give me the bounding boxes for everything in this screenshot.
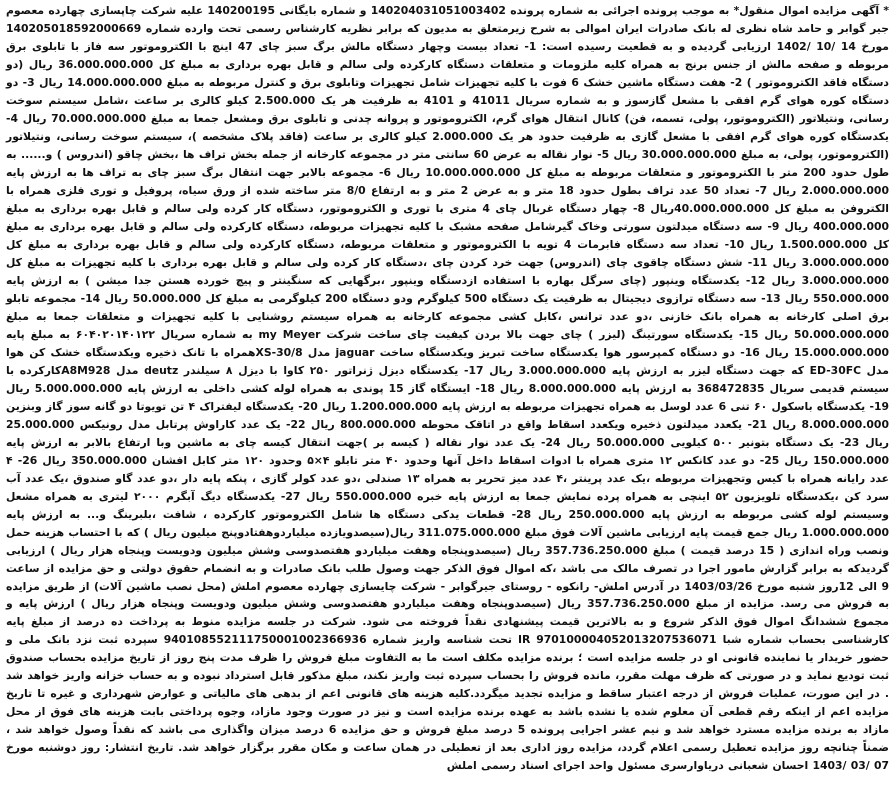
auction-notice-text: * آگهی مزایده اموال منقول* به موجب پرونده اجرائی به شماره پرونده 140204031051003402 و شماره بایگانی 140200195 علیه شرکت چاپسازی چهارده معصوم جیر گوابر و حامد شاه نظری له بانک صادرات ایران اموالی به شرح زیرمتعلق به مدیون که برابر نظریه کارشناس رسمی تحت وارده شماره 140205018592000669 مورخ 14 /10 /1402 ارزیابی گردیده و به قطعیت رسیده است: 1- تعداد بیست وچهار دستگاه مالش برگ سبز چای 47 اینچ با الکتروموتور سه فاز با تابلوی برق مربوطه و صفحه مالش از جنس برنج به همراه کلیه ملزومات و متعلقات دستگاه کارکرده ولی سالم و قابل بهره برداری به مبلغ کل 36.000.000.000 ریال (دو دستگاه فاقد الکتروموتور ) 2- هفت دستگاه ماشین خشک 6 فوت با کلیه تجهیزات شامل تجهیزات وتابلوی برق و کنترل مربوطه به مبلغ 14.000.000.000 ریال 3- دو دستگاه کوره هوای گرم افقی با مشعل گازسوز و به شماره سریال 41011 و 4101 به ظرفیت هر یک 2.500.000 کیلو کالری بر ساعت ،شامل سیستم سوخت رسانی، ونتیلاتور (الکتروموتور، پولی، تسمه، فن) کانال انتقال هوای گرم، الکتروموتور و پروانه چدنی و تابلوی برق ومشعل جمعا به مبلغ 70.000.000.000 ریال 4- یکدستگاه کوره هوای گرم افقی با مشعل گازی به ظرفیت حدود هر یک 2.000.000 کیلو کالری بر ساعت (فاقد پلاک مشخصه )، سیستم سوخت رسانی، ونتیلاتور (الکتروموتور، پولی، به مبلغ 30.000.000.000 ریال 5- نوار نقاله به عرض 60 سانتی متر در مجموعه کارخانه از جمله بخش تراف ها ،بخش چاقو (اندروس ) و...... به طول حدود 200 متر با الکتروموتور و متعلقات مربوطه به مبلغ کل 10.000.000.000 ریال 6- مجموعه بالابر جهت انتقال برگ سبز چای به تراف ها به ارزش پایه 2.000.000.000 ریال 7- تعداد 50 عدد تراف بطول حدود 18 متر و به عرض 2 متر و به ارتفاع 8/0 متر ساخته شده از ورق سیاه، پروفیل و توری فلزی همراه با الکتروفن به مبلغ کل 40.000.000.000ریال 8- چهار دستگاه غربال چای 4 متری با توری و الکتروموتور، دستگاه کار کرده ولی سالم و قابل بهره برداری به مبلغ 400.000.000 ریال 9- سه دستگاه میدلتون سورتی وخاک گیرشامل صفحه مشبک با کلیه تجهیزات مربوطه، دستگاه کارکرده ولی سالم و قابل بهره برداری به مبلغ کل 1.500.000.000 ریال 10- تعداد سه دستگاه فابرمات 4 تویه با الکتروموتور و متعلقات مربوطه، دستگاه کارکرده ولی سالم و قابل بهره برداری به مبلغ کل 3.000.000.000 ریال 11- شش دستگاه چاقوی چای (اندروس) جهت خرد کردن چای ،دستگاه کار کرده ولی سالم و قابل بهره برداری با کلیه تجهیزات به مبلغ کل 3.000.000.000 ریال 12- یکدستگاه وینپور (چای سرگل بهاره با استفاده ازدستگاه وینپور ،برگهایی که سنگینتر و پیچ خورده هستن جدا میشن ) به ارزش پایه 550.000.000 ریال 13- سه دستگاه ترازوی دیجیتال به ظرفیت یک دستگاه 500 کیلوگرم ودو دستگاه 200 کیلوگرمی به مبلغ کل 50.000.000 ریال 14- مجموعه تابلو برق اصلی کارخانه به همراه بانک خازنی ،دو عدد ترانس ،کابل کشی مجموعه کارخانه به همراه سیستم روشنایی با کلیه تجهیزات و متعلقات جمعا به مبلغ 50.000.000.000 ریال 15- یکدستگاه سورتینگ (لیزر ) چای جهت بالا بردن کیفیت چای ساخت شرکت my Meyer به شماره سریال ۶۰۴۰۲۰۱۴۰۱۲۲ به مبلغ پایه 15.000.000.000 ریال 16- دو دستگاه کمپرسور هوا یکدستگاه ساخت تبریز ویکدستگاه ساخت jaguar مدل XS-30/8همراه با تانک ذخیره ویکدستگاه خشک کن هوا مدل ED-30FC که جهت دستگاه لیزر به ارزش پایه 3.000.000.000 ریال 17- یکدستگاه دیزل ژنراتور ۲۵۰ کاوا با دیزل ۸ سیلندر deutz مدل A8M928کارکرده با سیستم قدیمی سریال 368472835 به ارزش پایه 8.000.000.000 ریال 18- ایستگاه گاز 15 پوندی به همراه لوله کشی داخلی به ارزش پایه 5.000.000.000 ریال 19- یکدستگاه باسکول ۶۰ تنی 6 عدد لوسل به همراه تجهیزات مربوطه به ارزش پایه 1.200.000.000 ریال 20- یکدستگاه لیفتراک ۴ تن تویوتا دو گانه سوز گاز وبنزین 8.000.000.000 ریال 21- یکعدد میدلتون ذخیره ویکعدد اسقاط واقع در اتاقک محوطه 800.000.000 ریال 22- یک عدد کاراوش پرتابل مدل رونیکس 25.000.000 ریال 23- یک دستگاه بتونیر ۵۰۰ کیلویی 50.000.000 ریال 24- یک عدد نوار نقاله ( کیسه بر )جهت انتقال کیسه چای به ماشین وبا ارتفاع بالابر به ارزش پایه 150.000.000 ریال 25- دو عدد کانکس ۱۲ متری همراه با ادوات اسقاط داخل آنها وحدود ۴۰ متر تابلو ۴×۵ وحدود ۱۲۰ متر کابل افشان 350.000.000 ریال 26- ۴ عدد رایانه همراه با کیس وتجهیزات مربوطه ،یک عدد پرینتر ،۴ عدد میز تحریر به همراه ۱۳ صندلی ،دو عدد کولر گازی ، پنکه پایه دار ،دو عدد گاو صندوق ،یک عدد آب سرد کن ،یکدستگاه تلویزیون ۵۲ اینچی به همراه پرده نمایش جمعا به ارزش پایه خبره 550.000.000 ریال 27- یکدستگاه دیگ آبگرم ۲۰۰۰ لیتری به همراه مشعل وسیستم لوله کشی مربوطه به ارزش پایه 250.000.000 ریال 28- قطعات یدکی دستگاه ها شامل الکتروموتور کارکرده ، شافت ،بلبرینگ و... به ارزش پایه 1.000.000.000 ریال جمع قیمت پایه ارزیابی ماشین آلات فوق مبلغ 311.075.000.000 ریال(سیصدویازده میلیاردوهفتادوپنج میلیون ریال ) که با احتساب هزینه حمل ونصب وراه اندازی ( 15 درصد قیمت ) مبلغ 357.736.250.000 ریال (سیصدوپنجاه وهفت میلیاردو هفتصدوسی وشش میلیون ودویست وپنجاه هزار ریال ) ارزیابی گردیدکه به برابر گزارش مامور اجرا در تصرف مالک می باشد ،که اموال فوق الذکر جهت وصول طلب بانک صادرات و به انضمام حقوق دولتی و حق مزایده از ساعت 9 الی 12روز شنبه مورخ 1403/03/26 در آدرس املش- رانکوه - روستای جیرگوابر - شرکت چایسازی چهارده معصوم املش (محل نصب ماشین آلات) از طریق مزایده به فروش می رسد. مزایده از مبلغ 357.736.250.000 ریال (سیصدوپنجاه وهفت میلیاردو هفتصدوسی وشش میلیون ودویست وپنجاه هزار ریال ) ارزش پایه و مجموع ششدانگ اموال فوق الذکر شروع و به بالاترین قیمت پیشنهادی نقداً فروخته می شود. شرکت در جلسه مزایده منوط به پرداخت ده درصد از مبلغ پایه کارشناسی بحساب شماره شبا IR 970100004052013207536071 تحت شناسه واریز شماره 940108552111750001002366936 سپرده ثبت نزد بانک ملی و حضور خریدار یا نماینده قانونی او در جلسه مزایده است ؛ برنده مزایده مکلف است ما به التفاوت مبلغ فروش را ظرف مدت پنج روز از تاریخ مزایده بحساب صندوق ثبت تودیع نماید و در صورتی که ظرف مهلت مقرر، مانده فروش را بحساب سپرده ثبت واریز نکند، مبلغ مذکور قابل استرداد نبوده و به حساب خزانه واریز خواهد شد . در این صورت، عملیات فروش از درجه اعتبار ساقط و مزایده تجدید میگردد.کلیه هزینه های قانونی اعم از بدهی های مالیاتی و عوارض شهرداری و غیره تا تاریخ مزایده اعم از اینکه رقم قطعی آن معلوم شده یا نشده باشد به عهده برنده مزایده است و نیز در صورت وجود مازاد، وجوه پرداختی بابت هزینه های فوق از محل مازاد به برنده مزایده مسترد خواهد شد و نیم عشر اجرایی پرونده 5 درصد مبلغ فروش و حق مزایده 6 درصد میزان واگذاری می باشد که نقداً وصول خواهد شد ، ضمناً چنانچه روز مزایده تعطیل رسمی اعلام گردد، مزایده روز اداری بعد از تعطیلی در همان ساعت و مکان مقرر برگزار خواهد شد. تاریخ انتشار: روز دوشنبه مورخ 07 /03 /1403 احسان شعبانی دریاوارسری مسئول واحد اجرای اسناد رسمی املش xyxy=(6,4,890,773)
